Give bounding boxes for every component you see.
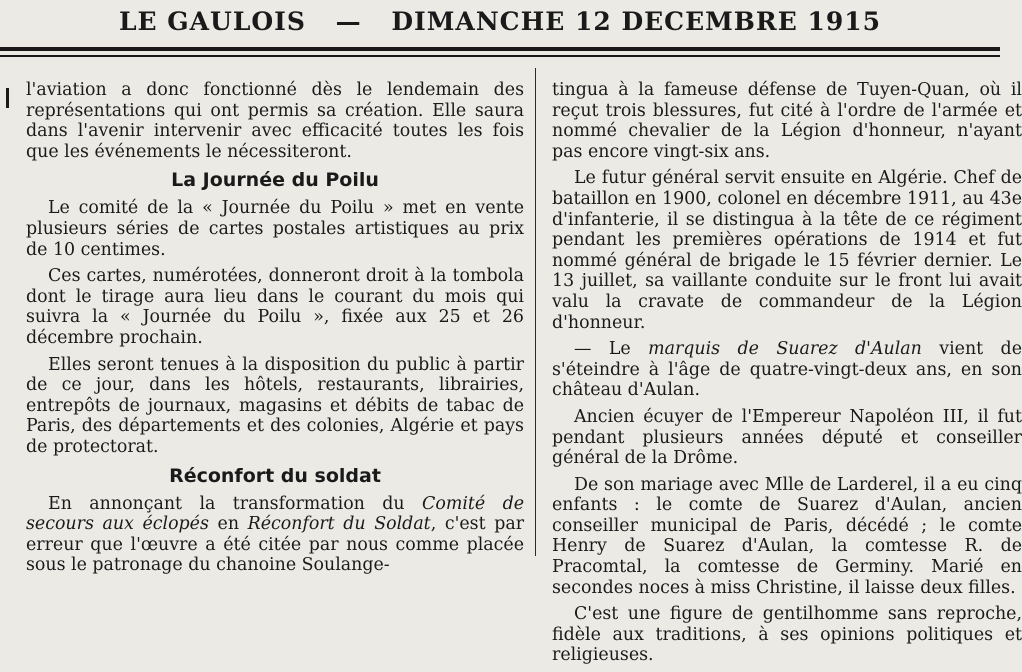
heading-journee-du-poilu: La Journée du Poilu (171, 169, 379, 192)
poilu-paragraph-1: Le comité de la « Journée du Poilu » met en vente plusieurs séries de cartes postales artistiques au prix de 10 centimes. (26, 198, 524, 260)
masthead (0, 0, 1000, 44)
column-separator (535, 68, 536, 556)
left-column (26, 80, 524, 582)
right-column (552, 80, 1022, 672)
gentilhomme-paragraph: C'est une figure de gentilhomme sans reproche, fidèle aux traditions, à ses opinions politiques et religieuses. (552, 604, 1022, 666)
poilu-paragraph-2: Ces cartes, numérotées, donneront droit à la tombola dont le tirage aura lieu dans le courant du mois qui suivra la « Journée du Poilu », fixée aux 25 et 26 décembre prochain. (26, 266, 524, 348)
newspaper-title: LE GAULOIS (118, 7, 306, 36)
aviation-paragraph: l'aviation a donc fonctionné dès le lendemain des représentations qui ont permis sa création. Elle saura dans l'avenir intervenir avec efficacité toutes les fois que les événements le nécessiteront. (26, 80, 524, 162)
masthead-rule-thick (0, 47, 1000, 51)
obituary-paragraph: — Le marquis de Suarez d'Aulan vient de s'éteindre à l'âge de quatre-vingt-deux ans, en son château d'Aulan. (552, 339, 1022, 401)
heading-reconfort-du-soldat: Réconfort du soldat (169, 464, 381, 487)
column-margin-mark (6, 88, 9, 108)
general-career-paragraph: Le futur général servit ensuite en Algérie. Chef de bataillon en 1900, colonel en décembre 1911, au 43e d'infanterie, il se distingua à la tête de ce régiment pendant les premières opérations de 1914 et fut nommé général de brigade le 15 février dernier. Le 13 juillet, sa vaillante conduite sur le front lui avait valu la cravate de commandeur de la Légion d'honneur. (552, 168, 1022, 333)
mariage-paragraph: De son mariage avec Mlle de Larderel, il a eu cinq enfants : le comte de Suarez d'Aulan, ancien conseiller municipal de Paris, décédé ; le comte Henry de Suarez d'Aulan, la comtesse R. de Pracomtal, la comtesse de Germiny. Marié en secondes noces à miss Christine, il laisse deux filles. (552, 474, 1022, 598)
reconfort-name: Réconfort du Soldat (247, 514, 431, 535)
masthead-rule-thin (0, 55, 1000, 57)
masthead-date: DIMANCHE 12 DECEMBRE 1915 (391, 7, 882, 36)
comite-name: Comité de secours aux éclopés (26, 493, 524, 535)
poilu-paragraph-3: Elles seront tenues à la disposition du public à partir de ce jour, dans les hôtels, restaurants, librairies, entrepôts de journaux, magasins et débits de tabac de Paris, des départements et des colonies, Algérie et pays de protectorat. (26, 354, 524, 457)
marquis-name: marquis de Suarez d'Aulan (648, 339, 922, 360)
ecuyer-paragraph: Ancien écuyer de l'Empereur Napoléon III, il fut pendant plusieurs années député et conseiller général de la Drôme. (552, 406, 1022, 469)
reconfort-paragraph: En annonçant la transformation du Comité de secours aux éclopés en Réconfort du Soldat, c'est par erreur que l'œuvre a été citée par nous comme placée sous le patronage du chanoine Soulange- (26, 493, 525, 576)
masthead-dash: — (335, 7, 362, 36)
tuyen-quan-paragraph: tingua à la fameuse défense de Tuyen-Quan, où il reçut trois blessures, fut cité à l'ordre de l'armée et nommé chevalier de la Légion d'honneur, n'ayant pas encore vingt-six ans. (552, 80, 1022, 162)
